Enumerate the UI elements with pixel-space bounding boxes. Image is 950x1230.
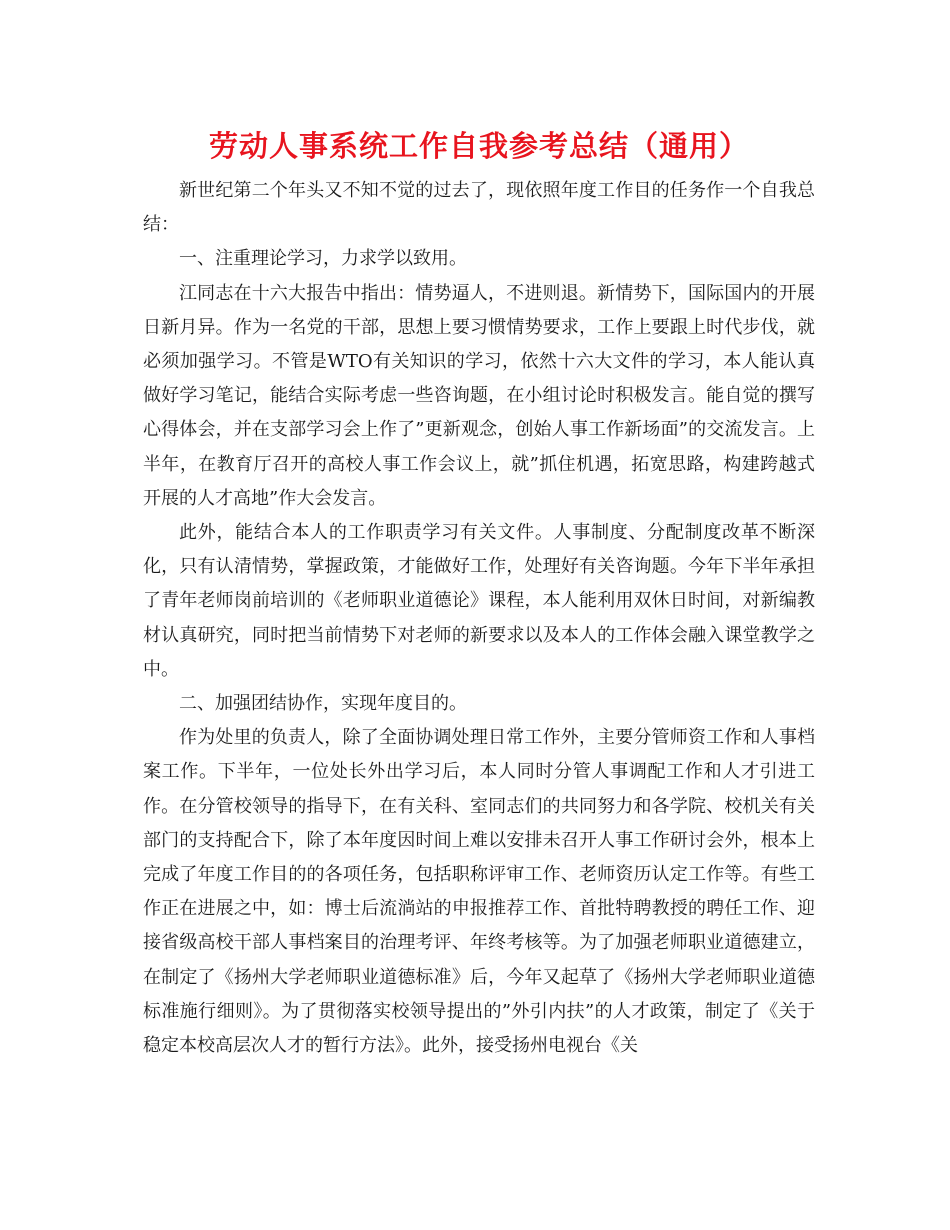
document-body	[143, 174, 815, 1063]
document-page	[143, 118, 815, 1063]
section-heading-1: 一、注重理论学习，力求学以致用。	[179, 248, 467, 270]
paragraph: 作为处里的负责人，除了全面协调处理日常工作外，主要分管师资工作和人事档案工作。下半年，一位处长外出学习后，本人同时分管人事调配工作和人才引进工作。在分管校领导的指导下，在有关科、室同志们的共同努力和各学院、校机关有关部门的支持配合下，除了本年度因时间上难以安排未召开人事工作研讨会外，根本上完成了年度工作目的的各项任务，包括职称评审工作、老师资历认定工作等。有些工作正在进展之中，如：博士后流淌站的申报推荐工作、首批特聘教授的聘任工作、迎接省级高校干部人事档案目的治理考评、年终考核等。为了加强老师职业道德建立，在制定了《扬州大学老师职业道德标准》后，今年又起草了《扬州大学老师职业道德标准施行细则》。为了贯彻落实校领导提出的”外引内扶”的人才政策，制定了《关于稳定本校高层次人才的暂行方法》。此外，接受扬州电视台《关	[143, 727, 815, 1057]
section-heading-2: 二、加强团结协作，实现年度目的。	[179, 693, 467, 715]
paragraph-intro: 新世纪第二个年头又不知不觉的过去了，现依照年度工作目的任务作一个自我总结：	[143, 180, 815, 236]
paragraph: 此外，能结合本人的工作职责学习有关文件。人事制度、分配制度改革不断深化，只有认清情势，掌握政策，才能做好工作，处理好有关咨询题。今年下半年承担了青年老师岗前培训的《老师职业道德论》课程，本人能利用双休日时间，对新编教材认真研究，同时把当前情势下对老师的新要求以及本人的工作体会融入课堂教学之中。	[143, 522, 815, 680]
paragraph: 江同志在十六大报告中指出：情势逼人，不进则退。新情势下，国际国内的开展日新月异。作为一名党的干部，思想上要习惯情势要求，工作上要跟上时代步伐，就必须加强学习。不管是WTO有关知识的学习，依然十六大文件的学习，本人能认真做好学习笔记，能结合实际考虑一些咨询题，在小组讨论时积极发言。能自觉的撰写心得体会，并在支部学习会上作了”更新观念，创始人事工作新场面”的交流发言。上半年，在教育厅召开的高校人事工作会议上，就”抓住机遇，拓宽思路，构建跨越式开展的人才高地”作大会发言。	[143, 282, 815, 509]
document-title: 劳动人事系统工作自我参考总结（通用）	[208, 129, 749, 163]
